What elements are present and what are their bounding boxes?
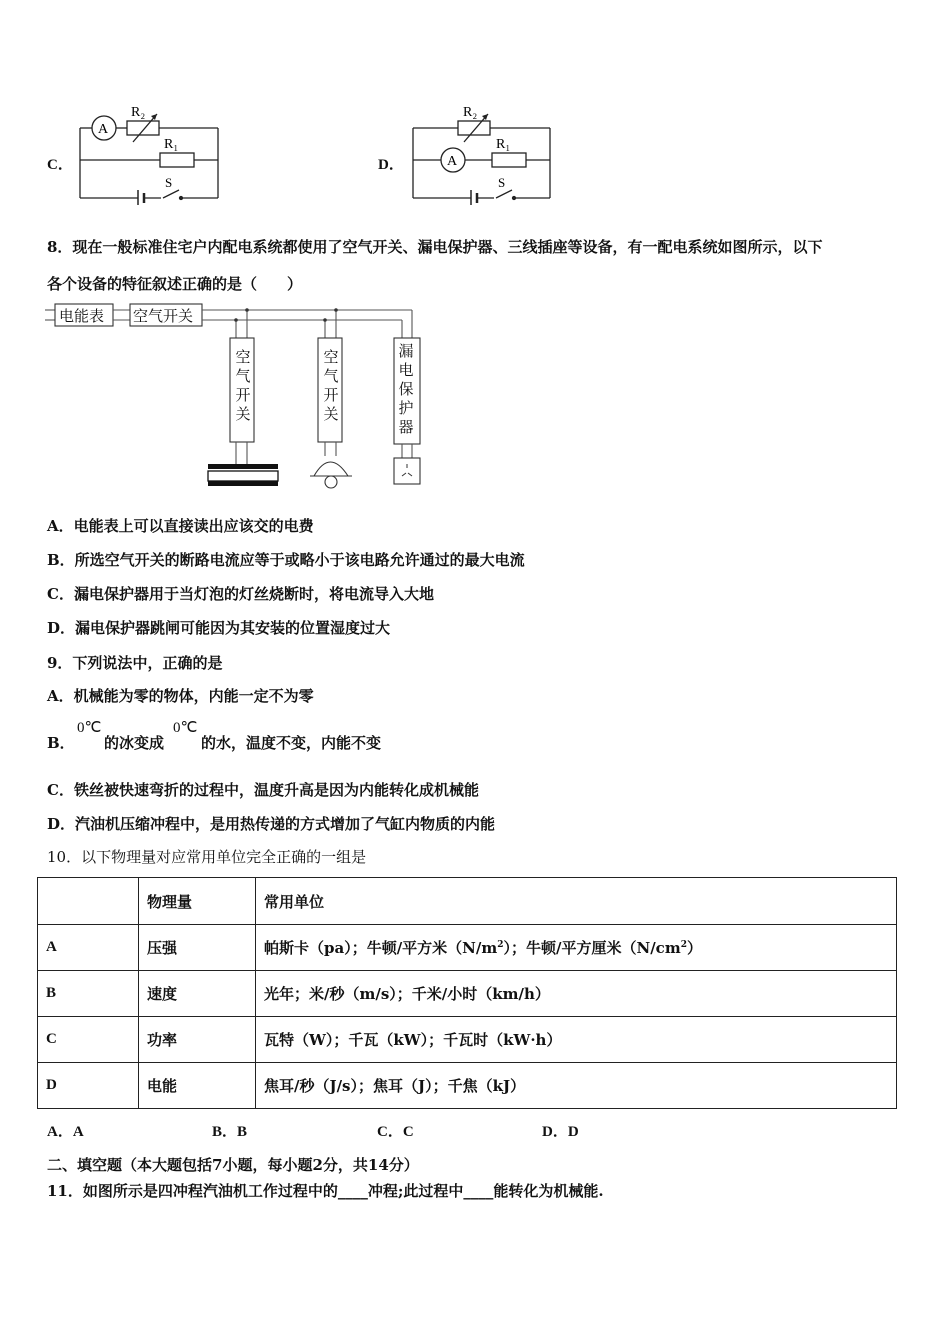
- table-header-row: [38, 878, 897, 925]
- units-table: [37, 877, 897, 1109]
- q9-option-b-text1: 的冰变成: [104, 734, 165, 752]
- switch-label-d: S: [498, 175, 506, 190]
- table-row: B 速度 光年；米/秒（m/s）；千米/小时（km/h）: [38, 971, 897, 1017]
- circuit-diagram-d: [408, 100, 558, 205]
- option-d-label: D．: [378, 157, 404, 173]
- q8-option-d: D．漏电保护器跳闸可能因为其安装的位置湿度过大: [47, 619, 391, 637]
- q8-option-a: A．电能表上可以直接读出应该交的电费: [47, 517, 314, 535]
- q10-choice-b: B．B: [212, 1124, 248, 1140]
- header-units: 常用单位: [256, 878, 897, 925]
- table-row: D 电能 焦耳/秒（J/s）；焦耳（J）；千焦（kJ）: [38, 1063, 897, 1109]
- meter-label: 电能表: [59, 307, 105, 325]
- q8-option-c: C．漏电保护器用于当灯泡的灯丝烧断时，将电流导入大地: [47, 585, 434, 603]
- q9-option-c: C．铁丝被快速弯折的过程中，温度升高是因为内能转化成机械能: [47, 781, 479, 799]
- ammeter-symbol-c: A: [98, 122, 109, 137]
- q9-temp-2: 0℃: [173, 720, 198, 736]
- r2-label-c: R₂: [131, 105, 146, 120]
- header-quantity: 物理量: [139, 878, 256, 925]
- r1-label-c: R₁: [164, 137, 179, 152]
- table-row: C 功率 瓦特（W）；千瓦（kW）；千瓦时（kW·h）: [38, 1017, 897, 1063]
- q8-stem-line1: 8．现在一般标准住宅户内配电系统都使用了空气开关、漏电保护器、三线插座等设备，有一配电系统如图所示，以下: [47, 238, 823, 256]
- branch1-switch-label: 空 气 开 关: [235, 348, 251, 423]
- q9-stem: 9．下列说法中，正确的是: [47, 654, 223, 672]
- ammeter-symbol-d: A: [447, 154, 458, 169]
- main-switch-label: 空气开关: [133, 307, 194, 325]
- section2-title: 二、填空题（本大题包括7小题，每小题2分，共14分）: [47, 1156, 419, 1174]
- option-c-label: C．: [47, 157, 73, 173]
- table-row: A 压强 帕斯卡（pa）；牛顿/平方米$(N/m^2)$；牛顿/平方厘米$(N/cm^2)$: [38, 925, 897, 971]
- r2-label-d: R₂: [463, 105, 478, 120]
- q11-stem: 11．如图所示是四冲程汽油机工作过程中的____冲程;此过程中____能转化为机械能.: [47, 1182, 604, 1200]
- q10-choice-c: C．C: [377, 1124, 414, 1140]
- r1-label-d: R₁: [496, 137, 511, 152]
- q10-stem: 10．以下物理量对应常用单位完全正确的一组是: [47, 848, 367, 866]
- q9-option-a: A．机械能为零的物体，内能一定不为零: [47, 687, 314, 705]
- q10-choice-d: D．D: [542, 1124, 579, 1140]
- q9-option-b-label: B．: [47, 734, 75, 752]
- switch-label-c: S: [165, 175, 173, 190]
- q8-option-b: B．所选空气开关的断路电流应等于或略小于该电路允许通过的最大电流: [47, 551, 525, 569]
- q9-temp-1: 0℃: [77, 720, 102, 736]
- q9-option-b-text2: 的水，温度不变，内能不变: [201, 734, 382, 752]
- branch2-switch-label: 空 气 开 关: [323, 348, 339, 423]
- circuit-diagram-c: [75, 100, 225, 205]
- q9-option-d: D．汽油机压缩冲程中，是用热传递的方式增加了气缸内物质的内能: [47, 815, 496, 833]
- leakage-protector-label: 漏 电 保 护 器: [398, 342, 414, 436]
- q8-stem-line2: 各个设备的特征叙述正确的是（ ）: [47, 275, 303, 293]
- q10-choice-a: A．A: [47, 1124, 84, 1140]
